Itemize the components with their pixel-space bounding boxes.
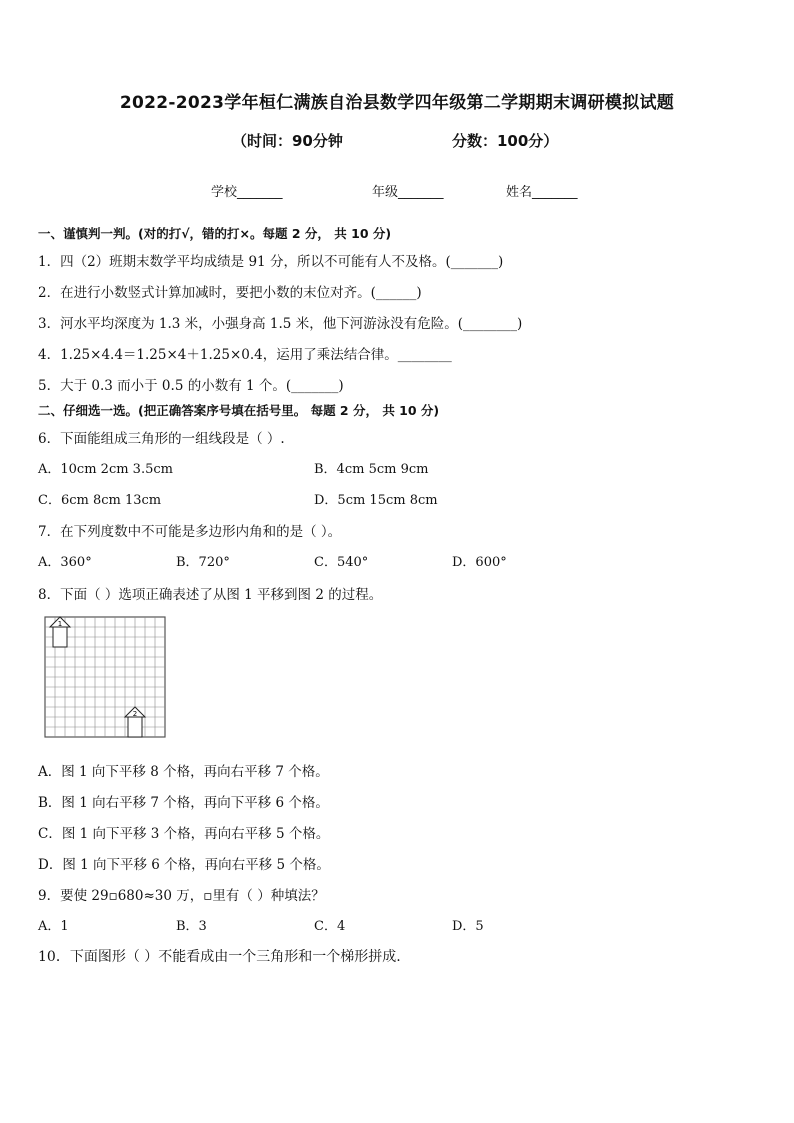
question-5: 5．大于 0.3 而小于 0.5 的小数有 1 个。(_______) bbox=[38, 378, 344, 394]
translation-grid-figure bbox=[44, 616, 166, 738]
page-title: 2022-2023学年桓仁满族自治县数学四年级第二学期期末调研模拟试题 bbox=[119, 93, 675, 113]
q8-option-c: C．图 1 向下平移 3 个格，再向右平移 5 个格。 bbox=[38, 826, 330, 842]
question-2: 2．在进行小数竖式计算加减时，要把小数的末位对齐。(______) bbox=[38, 285, 422, 301]
q8-option-d: D．图 1 向下平移 6 个格，再向右平移 5 个格。 bbox=[38, 857, 330, 873]
question-8: 8．下面（ ）选项正确表述了从图 1 平移到图 2 的过程。 bbox=[38, 587, 383, 603]
name-field: 姓名_______ bbox=[506, 185, 578, 200]
total-score: 分数：100分） bbox=[452, 132, 559, 150]
q7-option-a: A．360° bbox=[38, 555, 92, 570]
time-limit: （时间：90分钟 bbox=[232, 132, 343, 150]
q9-option-c: C．4 bbox=[314, 919, 346, 934]
q7-option-c: C．540° bbox=[314, 555, 369, 570]
q7-option-b: B．720° bbox=[176, 555, 230, 570]
question-3: 3．河水平均深度为 1.3 米，小强身高 1.5 米，他下河游泳没有危险。(________) bbox=[38, 316, 523, 332]
q6-option-b: B．4cm 5cm 9cm bbox=[314, 462, 429, 477]
section-2-heading: 二、仔细选一选。(把正确答案序号填在括号里。 每题 2 分， 共 10 分) bbox=[38, 403, 440, 418]
question-7: 7．在下列度数中不可能是多边形内角和的是（ ）。 bbox=[38, 524, 342, 540]
q8-option-b: B．图 1 向右平移 7 个格，再向下平移 6 个格。 bbox=[38, 795, 329, 811]
q6-option-a: A．10cm 2cm 3.5cm bbox=[38, 462, 173, 477]
question-9: 9．要使 29▫680≈30 万，▫里有（ ）种填法？ bbox=[38, 888, 325, 904]
figure-1-label: 1 bbox=[57, 620, 63, 628]
q6-option-d: D．5cm 15cm 8cm bbox=[314, 493, 438, 508]
question-6: 6．下面能组成三角形的一组线段是（ ）. bbox=[38, 431, 285, 447]
grid-svg bbox=[44, 616, 166, 738]
q9-option-b: B．3 bbox=[176, 919, 207, 934]
grade-field: 年级_______ bbox=[372, 185, 444, 200]
question-1: 1．四（2）班期末数学平均成绩是 91 分，所以不可能有人不及格。(_______) bbox=[38, 254, 504, 270]
question-4: 4．1.25×4.4＝1.25×4＋1.25×0.4，运用了乘法结合律。________ bbox=[38, 347, 452, 363]
figure-2-label: 2 bbox=[132, 710, 138, 718]
school-field: 学校_______ bbox=[211, 185, 283, 200]
section-1-heading: 一、谨慎判一判。(对的打√，错的打×。每题 2 分， 共 10 分) bbox=[38, 226, 392, 241]
q9-option-d: D．5 bbox=[452, 919, 484, 934]
question-10: 10．下面图形（ ）不能看成由一个三角形和一个梯形拼成. bbox=[38, 949, 401, 965]
q7-option-d: D．600° bbox=[452, 555, 507, 570]
q9-option-a: A．1 bbox=[38, 919, 69, 934]
q6-option-c: C．6cm 8cm 13cm bbox=[38, 493, 162, 508]
q8-option-a: A．图 1 向下平移 8 个格，再向右平移 7 个格。 bbox=[38, 764, 329, 780]
